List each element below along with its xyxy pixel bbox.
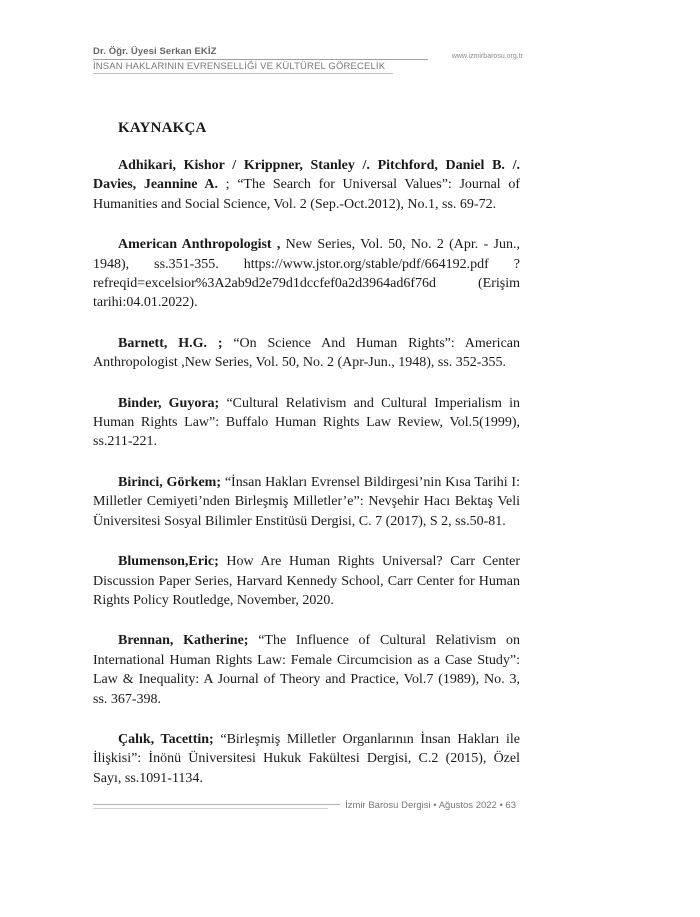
footer-rule <box>93 804 340 805</box>
page-body <box>93 118 520 809</box>
reference-text: “Cultural Relativism and Cultural Imperialism in Human Rights Law”: Buffalo Human Rights Law Review, Vol.5(1999), ss.211-221. <box>93 395 520 450</box>
reference-text: “On Science And Human Rights”: American Anthropologist ,New Series, Vol. 50, No. 2 (Apr-Jun., 1948), ss. 352-355. <box>93 335 521 371</box>
header-rule <box>93 59 428 60</box>
header-author: Dr. Öğr. Üyesi Serkan EKİZ <box>93 46 217 57</box>
reference-entry <box>93 473 520 531</box>
reference-author: Binder, Guyora; <box>118 395 220 411</box>
running-header <box>93 46 523 76</box>
section-title: KAYNAKÇA <box>118 120 207 136</box>
reference-entry <box>93 334 520 373</box>
reference-author: Barnett, H.G. ; <box>118 335 223 351</box>
header-article-title: İNSAN HAKLARININ EVRENSELLİĞİ VE KÜLTÜREL GÖRECELİK <box>93 61 386 72</box>
reference-author: Birinci, Görkem; <box>118 474 221 490</box>
header-url: www.izmirbarosu.org.tr <box>451 53 523 60</box>
reference-author: American Anthropologist , <box>118 237 281 253</box>
footer-journal-page: İzmir Barosu Dergisi • Ağustos 2022 • 63 <box>345 800 516 811</box>
reference-entry <box>93 631 520 709</box>
reference-text: How Are Human Rights Universal? Carr Center Discussion Paper Series, Harvard Kennedy School, Carr Center for Human Rights Policy Routledge, November, 2020. <box>93 554 520 608</box>
reference-entry <box>93 394 520 452</box>
running-footer <box>93 800 520 820</box>
reference-text: New Series, Vol. 50, No. 2 (Apr. - Jun., 1948), ss.351-355. https://www.jstor.org/stable/pdf/664192.pdf ?refreqid=excelsior%3A2ab9d2e79d1dccfef0a2d3964ad6f76d (Erişim tarihi:04.01.2022). <box>93 237 520 311</box>
reference-entry <box>93 156 520 214</box>
reference-entry <box>93 235 520 313</box>
header-rule-lower <box>93 73 393 74</box>
reference-author: Brennan, Katherine; <box>118 633 249 649</box>
footer-rule-lower <box>93 808 328 809</box>
reference-author: Çalık, Tacettin; <box>118 731 214 747</box>
reference-text: “Birleşmiş Milletler Organlarının İnsan Hakları ile İlişkisi”: İnönü Üniversitesi Hukuk Fakültesi Dergisi, C.2 (2015), Özel Sayı, ss.1091-1134. <box>93 731 520 786</box>
reference-entry <box>93 730 520 788</box>
reference-text: “İnsan Hakları Evrensel Bildirgesi’nin Kısa Tarihi I: Milletler Cemiyeti’nden Birleşmiş Milletler’e”: Nevşehir Hacı Bektaş Veli Üniversitesi Sosyal Bilimler Enstitüsü Dergisi, C. 7 (2017), S 2, ss.50-81. <box>93 474 520 529</box>
reference-text: “The Influence of Cultural Relativism on International Human Rights Law: Female Circumcision as a Case Study”: Law & Inequality: A Journal of Theory and Practice, Vol.7 (1989), No. 3, ss. 367-398. <box>93 633 520 707</box>
reference-entry <box>93 552 520 610</box>
reference-author: Adhikari, Kishor / Krippner, Stanley /. Pitchford, Daniel B. /. Davies, Jeannine A. <box>93 158 520 193</box>
reference-author: Blumenson,Eric; <box>118 554 219 570</box>
reference-text: ; “The Search for Universal Values”: Journal of Humanities and Social Science, Vol. 2 (Sep.-Oct.2012), No.1, ss. 69-72. <box>93 177 520 212</box>
